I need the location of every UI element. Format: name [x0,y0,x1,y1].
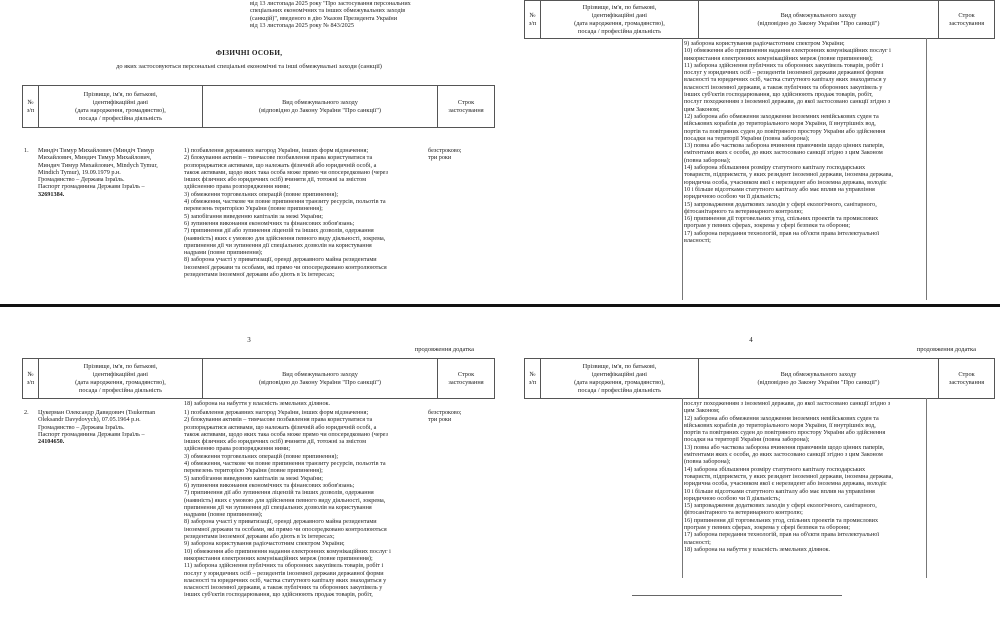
header-term: Строк застосування [438,86,495,128]
header-measure: Вид обмежувального заходу (відповідно до Закону України "Про санкції") [699,359,939,399]
measure-line: програм у певних сферах, зокрема у сфері безпеки та оборони; [684,222,851,230]
measure-line: 13) повна або часткова заборона вчинення правочинів щодо цінних паперів, [684,443,885,451]
measure-line: інших суб'єктів господарювання, що здійснюють продаж товарів, робіт, [184,591,373,599]
measure-line: 2) блокування активів – тимчасове позбавлення права користуватися та [184,416,373,424]
measure-line: власності та юридичних осіб, частка статутного капіталу яких знаходиться у [184,576,387,584]
measure-line: 3) обмеження торговельних операцій (повне припинення); [184,452,339,460]
person-line: Громадянство – Держава Ізраїль. [38,423,125,431]
measure-line: послуг у юридичних осіб – резидентів іноземної держави державної форми [684,69,884,77]
approval-line: від 13 листопада 2025 року "Про застосування персональних [250,0,411,7]
measure-line: резидентами іноземної держави або діють в їх інтересах; [184,271,335,279]
measure-line: 1) позбавлення державних нагород України, інших форм відзначення; [184,147,369,154]
measure-line: 8) заборона участі у приватизації, оренді державного майна резидентами [184,256,377,264]
measure-line: 12) заборона або обмеження заходження іноземних невійськових суден та [684,414,879,422]
measure-line: припинення дії чи зупинення дії спеціальних дозволів на користування [184,503,372,511]
measure-line: 9) заборона користування радіочастотним спектром України; [684,40,845,47]
measure-line: товариств, підприємств, у яких резидент іноземної держави, іноземна держава, [684,171,893,179]
measure-line: (наявність) яких є умовою для здійснення певного виду діяльності, зокрема, [184,234,386,242]
approval-line: від 13 листопада 2025 року № 843/2025 [250,21,354,29]
column-rule [926,398,927,578]
entry-number: 1. [24,147,29,154]
measure-line: інших суб'єктів господарювання, що здійснюють продаж товарів, робіт, [684,91,873,99]
measure-line: цим Законом; [684,105,720,113]
entry-person [38,147,188,198]
measure-line: 15) запровадження додаткових заходів у сфері екологічного, санітарного, [684,502,877,510]
measure-line: 7) припинення дії або зупинення ліцензій та інших дозволів, одержання [184,227,374,235]
measure-line: надрами (повне припинення); [184,249,263,257]
measure-line: розпоряджатися активами, що належать фізичній або юридичній особі, а [184,161,377,169]
measure-line: розпоряджатися активами, що належать фізичній або юридичній особі, а [184,423,377,431]
measure-line: програм у певних сферах, зокрема у сфері безпеки та оборони; [684,524,851,532]
measure-line: (наявність) яких є умовою для здійснення певного виду діяльності, зокрема, [184,496,386,504]
column-rule [682,398,683,578]
document-page-1 [0,0,498,304]
column-rule [682,38,683,300]
passport-number: 32691384. [38,190,65,198]
measure-line: здійсненню права розпорядження ними; [184,183,291,191]
person-line: Mindich Tymur), 19.09.1979 р.н. [38,168,121,176]
measure-line: посадки на території України (повна заборона); [684,436,810,444]
entry-number: 2. [24,409,29,416]
measure-line: 10) обмеження або припинення надання електронних комунікаційних послуг і [684,47,891,55]
header-num: № з/п [525,1,541,39]
document-subtitle: до яких застосовуються персональні спеціальні економічні та інші обмежувальні заходи (санкції) [116,63,382,70]
header-term: Строк застосування [939,359,995,399]
table-header [22,85,495,128]
measure-line: юридичною особою чи її діяльність; [684,494,781,502]
measure-line: резидентами іноземної держави або діють в їх інтересах; [184,533,335,541]
measure-line: 12) заборона або обмеження заходження іноземних невійськових суден та [684,112,879,120]
measure-line: портів та повітряних суден до повітряного простору України або здійснення [684,429,886,437]
measure-line: 5) запобігання виведенню капіталів за межі України; [184,212,323,220]
entry-person [38,409,188,445]
measures-list [184,409,418,630]
carry-over-measure: 18) заборона на набуття у власність земельних ділянок. [184,400,331,407]
measure-line: здійсненню права розпорядження ними; [184,445,291,453]
measure-line: цим Законом; [684,407,720,415]
continuation-label: продовження додатка [916,346,976,353]
measure-line: 16) припинення дії торговельних угод, спільних проектів та промислових [684,516,879,524]
measure-line: (повна заборона); [684,458,731,466]
table-header [524,358,995,399]
measure-line: 14) заборона збільшення розміру статутного капіталу господарських [684,465,866,473]
table-header [22,358,495,399]
measure-line: фітосанітарного та ветеринарного контролю; [684,207,803,215]
measure-line: послуг у юридичних осіб – резидентів іноземної держави державної форми [184,569,384,577]
header-num: № з/п [23,86,39,128]
passport-number: 24104650. [38,438,65,446]
header-measure: Вид обмежувального заходу (відповідно до Закону України "Про санкції") [203,86,438,128]
end-of-document-line [632,595,842,596]
measure-line: припинення дії чи зупинення дії спеціальних дозволів на користування [184,241,372,249]
measure-line: 4) обмеження, часткове чи повне припинення транзиту ресурсів, польотів та [184,198,386,206]
measure-line: фітосанітарного та ветеринарного контролю; [684,509,803,517]
measure-line: використання електронних комунікаційних мереж (повне припинення); [184,554,373,562]
measure-line: 5) запобігання виведенню капіталів за межі України; [184,474,323,482]
measure-line: юридична особа, учасником якої є нерезидент або іноземна держава, володіє [684,480,887,488]
approval-reference [250,0,490,29]
measure-line: 13) повна або часткова заборона вчинення правочинів щодо цінних паперів, [684,142,885,150]
measure-line: 18) заборона на набуття у власність земельних ділянок. [684,545,831,553]
measure-line: 10 і більше відсотками статутного капіталу або має вплив на управління [684,185,875,193]
measure-line: емітентами яких є особи, до яких застосовано санкції згідно з цим Законом [684,149,883,157]
measure-line: емітентами яких є особи, до яких застосовано санкції згідно з цим Законом [684,451,883,459]
measure-line: 3) обмеження торговельних операцій (повне припинення); [184,190,339,198]
measure-line: інших фізичних або юридичних осіб) вчиняти дії, тотожні за змістом [184,438,367,446]
measure-line: надрами (повне припинення); [184,511,263,519]
header-term: Строк застосування [939,1,995,39]
person-line: Миндич Тимур Михайлович, Mindych Tymur, [38,161,158,169]
document-page-3 [0,310,498,630]
measure-line: власності; [684,237,711,245]
measures-list [184,147,418,278]
measure-line: також активами, щодо яких така особа може прямо чи опосередковано (через [184,168,388,176]
measure-line: 11) заборона здійснення публічних та оборонних закупівель товарів, робіт і [184,562,384,570]
measure-line: інших фізичних або юридичних осіб) вчиняти дії, тотожні за змістом [184,176,367,184]
header-name: Прізвище, ім'я, по батькові, ідентифікаційні дані (дата народження, громадянство), посада / професійна діяльність [541,1,699,39]
measure-line: військових кораблів до територіального моря України, її внутрішніх вод, [684,421,876,429]
continuation-label: продовження додатка [414,346,474,353]
page-number: 4 [749,336,753,344]
table-header [524,0,995,39]
measure-line: 1) позбавлення державних нагород України, інших форм відзначення; [184,409,369,416]
measure-line: 6) зупинення виконання економічних та фінансових зобов'язань; [184,219,355,227]
measure-line: 2) блокування активів – тимчасове позбавлення права користуватися та [184,154,373,162]
measures-list [684,40,924,244]
title-block [0,49,498,70]
measure-line: власності та юридичних осіб, частка статутного капіталу яких знаходиться у [684,76,887,84]
measure-line: 16) припинення дії торговельних угод, спільних проектів та промислових [684,215,879,223]
document-page-2 [502,0,1000,304]
column-rule [926,38,927,300]
header-name: Прізвище, ім'я, по батькові, ідентифікаційні дані (дата народження, громадянство), посада / професійна діяльність [541,359,699,399]
measure-line: 15) запровадження додаткових заходів у сфері екологічного, санітарного, [684,200,877,208]
person-line: Михайлович, Миндич Тимур Михайлович, [38,154,152,162]
entry-term: безстроково; три роки [428,147,462,162]
header-term: Строк застосування [438,359,495,399]
measure-line: 6) зупинення виконання економічних та фінансових зобов'язань; [184,481,355,489]
measure-line: 9) заборона користування радіочастотним спектром України; [184,540,345,548]
header-num: № з/п [525,359,541,399]
header-measure: Вид обмежувального заходу (відповідно до Закону України "Про санкції") [203,359,438,399]
header-name: Прізвище, ім'я, по батькові, ідентифікаційні дані (дата народження, громадянство), посада / професійна діяльність [39,86,203,128]
measure-line: 10) обмеження або припинення надання електронних комунікаційних послуг і [184,547,391,555]
approval-line: спеціальних економічних та інших обмежувальних заходів [250,7,406,15]
entry-term: безстроково; три роки [428,409,462,424]
measure-line: (повна заборона); [684,156,731,164]
measure-line: товариств, підприємств, у яких резидент іноземної держави, іноземна держава, [684,472,893,480]
document-page-4 [502,310,1000,630]
page-number: 3 [247,336,251,344]
document-title: ФІЗИЧНІ ОСОБИ, [215,49,283,57]
measure-line: послуг походженням з іноземної держави, до якої застосовано санкції згідно з [684,400,891,407]
measure-line: посадки на території України (повна заборона); [684,134,810,142]
approval-line: (санкцій)", введеного в дію Указом Президента України [250,14,398,22]
measure-line: 10 і більше відсотками статутного капіталу або має вплив на управління [684,487,875,495]
page-divider [0,304,1000,307]
measure-line: 14) заборона збільшення розміру статутного капіталу господарських [684,164,866,172]
measure-line: 11) заборона здійснення публічних та оборонних закупівель товарів, робіт і [684,61,884,69]
person-line: Паспорт громадянина Держави Ізраїль – [38,183,145,191]
person-line: Oleksandr Davydovych), 07.05.1964 р.н. [38,416,141,424]
measure-line: юридична особа, учасником якої є нерезидент або іноземна держава, володіє [684,178,887,186]
measure-line: іноземної держави та особами, які прямо чи опосередковано контролюються [184,263,387,271]
measure-line: послуг походженням з іноземної держави, до якої застосовано санкції згідно з [684,98,891,106]
measure-line: також активами, щодо яких така особа може прямо чи опосередковано (через [184,430,388,438]
measure-line: власності; [684,538,711,546]
measure-line: власності іноземної держави, а також публічних та оборонних закупівель у [184,584,383,592]
measure-line: 7) припинення дії або зупинення ліцензій та інших дозволів, одержання [184,489,374,497]
measure-line: 4) обмеження, часткове чи повне припинення транзиту ресурсів, польотів та [184,460,386,468]
measure-line: 17) заборона передання технологій, прав на об'єкти права інтелектуальної [684,531,880,539]
measure-line: 8) заборона участі у приватизації, оренді державного майна резидентами [184,518,377,526]
measure-line: використання електронних комунікаційних мереж (повне припинення); [684,54,873,62]
measure-line: військових кораблів до територіального моря України, її внутрішніх вод, [684,120,876,128]
measures-list [684,400,924,553]
measure-line: перевезень територією України (повне припинення); [184,205,323,213]
header-num: № з/п [23,359,39,399]
measure-line: іноземної держави та особами, які прямо чи опосередковано контролюються [184,525,387,533]
header-measure: Вид обмежувального заходу (відповідно до Закону України "Про санкції") [699,1,939,39]
measure-line: власності іноземної держави, а також публічних та оборонних закупівель у [684,83,883,91]
person-line: Цукерман Олександр Давидович (Tsukerman [38,409,156,416]
measure-line: 17) заборона передання технологій, прав на об'єкти права інтелектуальної [684,229,880,237]
measure-line: портів та повітряних суден до повітряного простору України або здійснення [684,127,886,135]
person-line: Паспорт громадянина Держави Ізраїль – [38,430,145,438]
measure-line: перевезень територією України (повне припинення); [184,467,323,475]
person-line: Громадянство – Держава Ізраїль. [38,176,125,184]
measure-line: юридичною особою чи її діяльність; [684,193,781,201]
header-name: Прізвище, ім'я, по батькові, ідентифікаційні дані (дата народження, громадянство), посада / професійна діяльність [39,359,203,399]
person-line: Миндіч Тимур Михайлович (Миндіч Тимур [38,147,154,154]
